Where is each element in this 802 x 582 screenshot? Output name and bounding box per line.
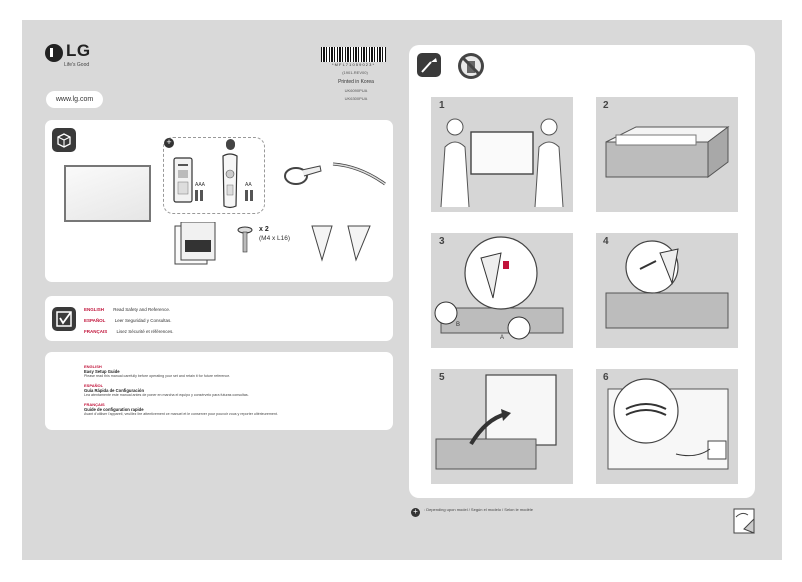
screw-stand-illustration — [596, 233, 738, 348]
model-number: UK6090PUA — [344, 88, 368, 93]
step-number: 4 — [603, 236, 609, 247]
bluetooth-icon — [226, 139, 235, 150]
step-number: 6 — [603, 372, 609, 383]
step-number: 2 — [603, 100, 609, 111]
stand-label-a: A — [500, 335, 505, 341]
lang-code: ESPAÑOL — [84, 318, 106, 323]
magic-remote-icon — [219, 152, 241, 210]
safety-row-en — [84, 307, 170, 312]
guide-fr — [84, 402, 384, 416]
battery-icon — [245, 190, 255, 201]
stand-legs-icon — [308, 222, 378, 264]
battery-icon — [195, 190, 205, 201]
optional-plus-icon: + — [164, 138, 174, 148]
safety-row-es — [84, 318, 171, 323]
step-number: 5 — [439, 372, 445, 383]
guide-en — [84, 364, 384, 378]
guide-title: Easy Setup Guide — [84, 369, 120, 374]
guide-text: Avant d'utiliser l'appareil, veuillez lire attentivement ce manuel et le conserver pour pouvoir vous y reporter ultérieurement. — [84, 412, 278, 416]
doc-code: (1901-REV00) — [342, 70, 368, 75]
tv-in-box-illustration — [596, 97, 738, 212]
tv-illustration — [64, 165, 151, 222]
website-url[interactable]: www.lg.com — [46, 91, 103, 108]
screw-icon — [236, 226, 254, 256]
guide-text: Lea atentamente este manual antes de poner en marcha el equipo y consérvelo para futuras consultas. — [84, 393, 249, 397]
step-number: 3 — [439, 236, 445, 247]
brand-tagline: Life's Good — [64, 62, 90, 68]
safety-row-fr — [84, 329, 174, 334]
lg-logo-icon — [45, 44, 63, 62]
barcode-number: * M F L 7 1 0 5 9 0 2 3 * — [331, 62, 375, 67]
barcode-icon — [321, 47, 386, 62]
lang-code: FRANÇAIS — [84, 402, 105, 407]
battery-aaa-label: AAA — [195, 182, 206, 188]
safety-text: Read Safety and Reference. — [113, 307, 171, 312]
manual-booklet-icon — [173, 222, 223, 266]
lang-code: ENGLISH — [84, 307, 105, 312]
no-spray-icon — [456, 51, 486, 81]
screw-count: x 2 — [259, 226, 269, 233]
lang-code: FRANÇAIS — [84, 329, 108, 334]
lang-code: ENGLISH — [84, 364, 102, 369]
brand-name: LG — [66, 41, 91, 60]
screw-spec: (M4 x L16) — [259, 235, 291, 242]
safety-text: Lisez Sécurité et références. — [116, 329, 174, 334]
printed-in: Printed in Korea — [338, 79, 374, 85]
footnote: : Depending upon model / Según el modelo / Selon le modèle — [424, 507, 533, 512]
attach-stand-illustration — [431, 233, 573, 348]
cable-tie-icon — [330, 158, 388, 188]
battery-aa-label: AA — [245, 182, 252, 188]
optional-plus-icon: + — [411, 508, 420, 517]
two-person-lift-illustration — [431, 97, 573, 212]
stand-label-b: B — [456, 322, 461, 328]
cleaning-brush-icon — [417, 53, 441, 77]
model-number: UK6300PUA — [344, 96, 368, 101]
guide-title: Guía Rápida de Configuración — [84, 388, 145, 393]
cable-management-illustration — [596, 369, 738, 484]
lang-code: ESPAÑOL — [84, 383, 104, 388]
guide-text: Please read this manual carefully before operating your set and retain it for future reference. — [84, 374, 231, 378]
cable-holder-icon — [282, 160, 324, 188]
checklist-icon — [52, 307, 76, 331]
page-turn-icon — [730, 503, 758, 537]
guide-title: Guide de configuration rapide — [84, 407, 144, 412]
safety-text: Leer Seguridad y Consultas. — [114, 318, 172, 323]
box-contents-icon — [52, 128, 76, 152]
guide-es — [84, 383, 384, 397]
remote-control-icon — [172, 156, 196, 206]
lift-tv-illustration — [431, 369, 573, 484]
step-number: 1 — [439, 100, 445, 111]
